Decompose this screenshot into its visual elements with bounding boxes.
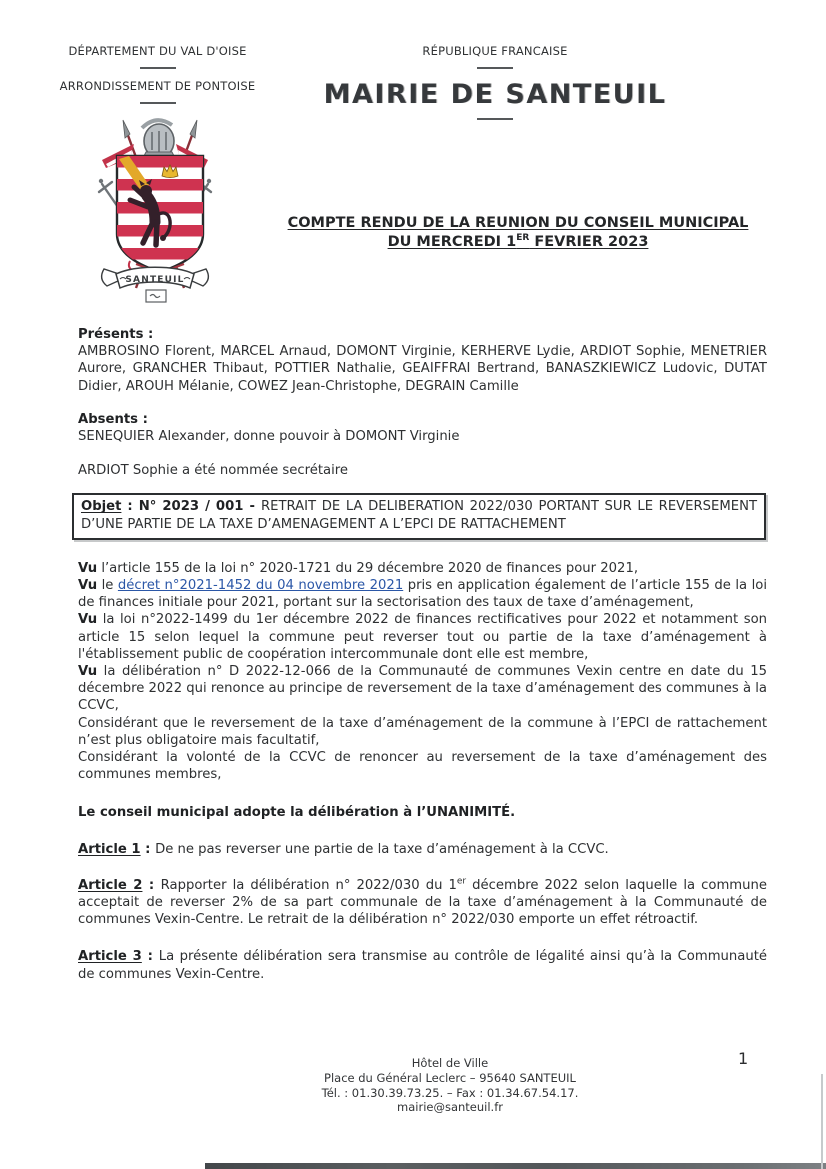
recitals-block <box>78 560 767 784</box>
article-3: Article 3 : La présente délibération sera transmise au contrôle de légalité ainsi qu’à la Communauté de communes Vexin-Centre. <box>78 949 767 982</box>
article-2: Article 2 : Rapporter la délibération n° 2022/030 du 1er décembre 2022 selon laquelle la commune acceptait de reverser 2% de sa part communale de la taxe d’aménagement à la Communauté de communes Vexin-Centre. Le retrait de la délibération n° 2022/030 emporte un effet rétroactif. <box>78 876 767 928</box>
vu-paragraph-2: Vu le décret n°2021-1452 du 04 novembre 2021 pris en application également de l’article 155 de la loi de finances initiale pour 2021, portant sur la sectorisation des taux de taxe d’aménagement, <box>78 578 768 611</box>
crest-tab <box>146 290 166 302</box>
footer-address-block <box>170 1056 730 1115</box>
document-title <box>268 214 768 252</box>
vu-paragraph-4: Vu la délibération n° D 2022-12-066 de la Communauté de communes Vexin centre en date du 15 décembre 2022 qui renonce au principe de reversement de la taxe d’aménagement des communes à la CCVC, <box>78 664 767 714</box>
objet-text: Objet : N° 2023 / 001 - RETRAIT DE LA DELIBERATION 2022/030 PORTANT SUR LE REVERSEMENT D’UNE PARTIE DE LA TAXE D’AMENAGEMENT A L’EPCI DE RATTACHEMENT <box>81 499 758 532</box>
footer-line-hotel: Hôtel de Ville <box>411 1056 489 1070</box>
absents-label: Absents : <box>78 411 148 427</box>
crest-ribbon-text: SANTEUIL <box>125 275 185 285</box>
crest-helmet <box>142 120 175 158</box>
absents-names: SENEQUIER Alexander, donne pouvoir à DOMONT Virginie <box>78 429 460 445</box>
document-title-line1: COMPTE RENDU DE LA REUNION DU CONSEIL MUNICIPAL <box>287 215 749 231</box>
crest-crown <box>162 165 178 178</box>
footer-line-address: Place du Général Leclerc – 95640 SANTEUIL <box>324 1070 576 1085</box>
presents-names: AMBROSINO Florent, MARCEL Arnaud, DOMONT Virginie, KERHERVE Lydie, ARDIOT Sophie, MENETRIER Aurore, GRANCHER Thibaut, POTTIER Nathalie, GEAIFFRAI Bertrand, BANASZKIEWICZ Ludovic, DUTAT Didier, AROUH Mélanie, COWEZ Jean-Christophe, DEGRAIN Camille <box>78 344 767 394</box>
divider-rule <box>477 118 513 120</box>
presents-label: Présents : <box>78 327 154 342</box>
santeuil-coat-of-arms <box>90 114 220 306</box>
article-1: Article 1 : De ne pas reverser une partie de la taxe d’aménagement à la CCVC. <box>78 841 609 857</box>
page-number: 1 <box>738 1049 749 1068</box>
vu-paragraph-3: Vu la loi n°2022-1499 du 1er décembre 2022 de finances rectificatives pour 2022 et notamment son article 15 selon lequel la commune peut reverser tout ou partie de la taxe d’aménagement à l'établissement public de coopération intercommunale dont elle est membre, <box>78 612 767 662</box>
secretary-line: ARDIOT Sophie a été nommée secrétaire <box>78 463 349 479</box>
scan-artifact-bar <box>205 1163 826 1169</box>
considerant-paragraph-2: Considérant la volonté de la CCVC de renoncer au reversement de la taxe d’aménagement des communes membres, <box>78 750 767 783</box>
document-title-line2: DU MERCREDI 1ER FEVRIER 2023 <box>387 233 649 250</box>
coat-of-arms-graphic <box>90 114 220 306</box>
footer-line-phone: Tél. : 01.30.39.73.25. – Fax : 01.34.67.54.17. <box>321 1085 579 1100</box>
crest-shield <box>117 156 203 272</box>
divider-rule <box>477 67 513 69</box>
vu-paragraph-1: Vu l’article 155 de la loi n° 2020-1721 du 29 décembre 2020 de finances pour 2021, <box>78 560 639 576</box>
header-right-block <box>295 44 695 130</box>
objet-box <box>72 493 766 539</box>
document-body <box>78 326 767 983</box>
decret-link[interactable]: décret n°2021-1452 du 04 novembre 2021 <box>117 578 404 594</box>
departement-line: DÉPARTEMENT DU VAL D'OISE <box>68 44 247 58</box>
considerant-paragraph-1: Considérant que le reversement de la taxe d’aménagement de la commune à l’EPCI de rattachement n’est plus obligatoire mais facultatif, <box>78 715 767 748</box>
arrondissement-line: ARRONDISSEMENT DE PONTOISE <box>59 79 256 93</box>
mairie-title: MAIRIE DE SANTEUIL <box>323 79 667 110</box>
adoption-line: Le conseil municipal adopte la délibération à l’UNANIMITÉ. <box>78 805 516 821</box>
scan-artifact-edge <box>821 1074 823 1169</box>
divider-rule <box>140 67 176 69</box>
header-left-block <box>55 44 260 114</box>
crest-ribbon <box>102 267 209 302</box>
footer-line-email: mairie@santeuil.fr <box>397 1100 503 1115</box>
divider-rule <box>140 102 176 104</box>
republique-line: RÉPUBLIQUE FRANCAISE <box>422 44 568 58</box>
